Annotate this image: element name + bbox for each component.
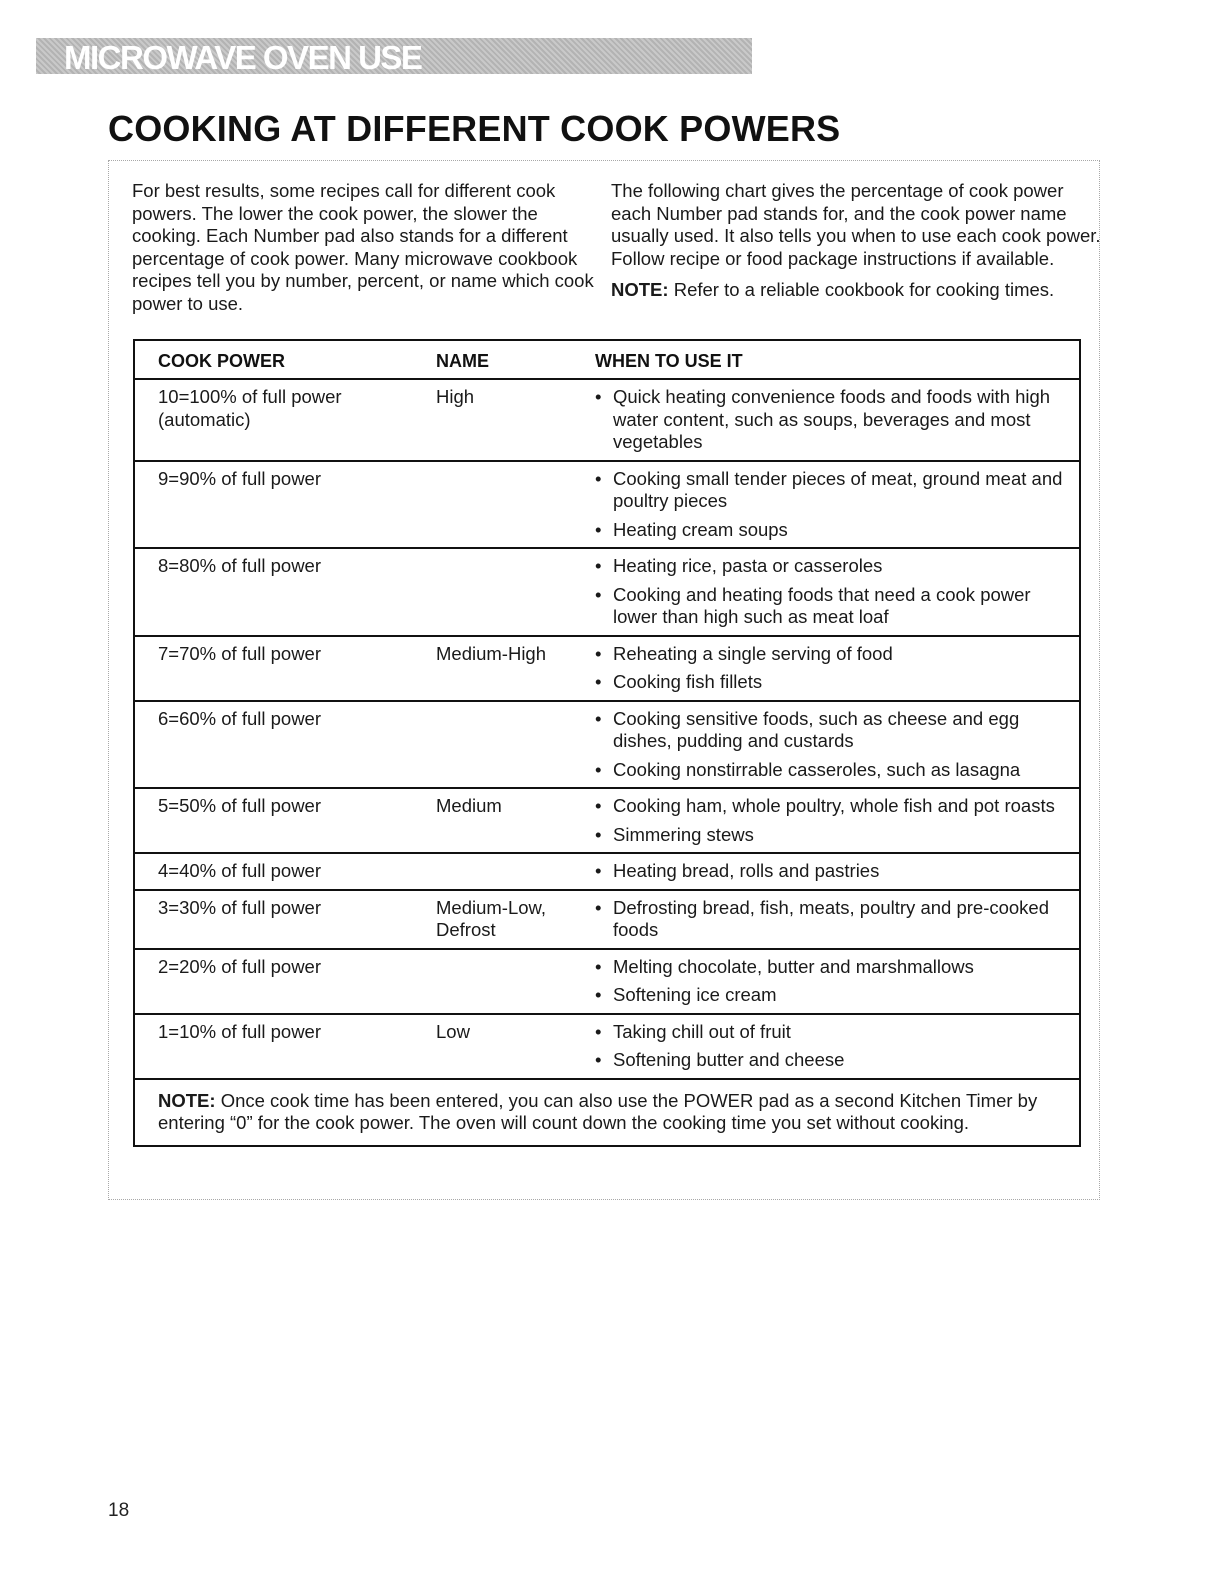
power-name-cell: [436, 853, 595, 890]
table-header-row: [134, 340, 1080, 379]
page-number: 18: [108, 1500, 130, 1521]
use-item: • Cooking fish fillets: [595, 671, 1069, 694]
intro-left-paragraph: For best results, some recipes call for different cook powers. The lower the cook power, the slower the cooking. Each Number pad also stands for a different percentage of cook power. Many microwave cookbook recipes tell you by number, percent, or name which cook power to use.: [132, 180, 594, 314]
table-row: [134, 788, 1080, 853]
when-to-use-cell: [595, 1014, 1080, 1079]
cook-power-table: [133, 339, 1081, 1147]
uses-list: [595, 708, 1069, 782]
power-name: Medium-Low,: [436, 896, 547, 918]
table-note: [134, 1079, 1080, 1146]
table-body: [134, 379, 1080, 1079]
uses-list: [595, 643, 1069, 694]
use-item: • Cooking ham, whole poultry, whole fish and pot roasts: [595, 795, 1069, 818]
cook-power-cell: [134, 548, 436, 636]
use-item: • Melting chocolate, butter and marshmallows: [595, 956, 1069, 979]
cook-power-value: 8=80% of full power: [158, 555, 322, 576]
when-to-use-cell: [595, 379, 1080, 461]
power-name-cell: [436, 636, 595, 701]
cook-power-cell: [134, 1014, 436, 1079]
cook-power-cell: [134, 636, 436, 701]
use-item: • Heating cream soups: [595, 519, 1069, 542]
use-item: • Cooking nonstirrable casseroles, such as lasagna: [595, 759, 1069, 782]
use-item: • Cooking sensitive foods, such as cheese and egg dishes, pudding and custards: [595, 708, 1069, 753]
table-row: [134, 890, 1080, 949]
when-to-use-cell: [595, 461, 1080, 549]
uses-list: [595, 956, 1069, 1007]
power-name-cell: [436, 701, 595, 789]
table-row: [134, 461, 1080, 549]
power-name-cell: [436, 788, 595, 853]
table-row: [134, 853, 1080, 890]
page-title: COOKING AT DIFFERENT COOK POWERS: [108, 108, 841, 149]
table-row: [134, 949, 1080, 1014]
power-name-cell: [436, 548, 595, 636]
use-item: • Quick heating convenience foods and foods with high water content, such as soups, beverages and most vegetables: [595, 386, 1069, 454]
cook-power-value: 7=70% of full power: [158, 642, 322, 664]
cook-power-cell: [134, 461, 436, 549]
when-to-use-cell: [595, 701, 1080, 789]
uses-list: [595, 860, 1069, 883]
power-name-cell: [436, 1014, 595, 1079]
when-to-use-cell: [595, 548, 1080, 636]
cook-power-cell: [134, 701, 436, 789]
power-name-cell: [436, 890, 595, 949]
cook-power-value: 6=60% of full power: [158, 707, 322, 729]
uses-list: [595, 468, 1069, 542]
cook-power-note: (automatic): [158, 408, 251, 430]
table-note-row: [134, 1079, 1080, 1146]
use-item: • Defrosting bread, fish, meats, poultry and pre-cooked foods: [595, 897, 1069, 942]
section-banner: [36, 38, 752, 74]
use-item: • Softening butter and cheese: [595, 1049, 1069, 1072]
when-to-use-cell: [595, 853, 1080, 890]
table-note-label: NOTE:: [158, 1089, 216, 1111]
intro-right-column: [611, 180, 1101, 302]
table-row: [134, 636, 1080, 701]
power-name: High: [436, 386, 475, 407]
use-item: • Reheating a single serving of food: [595, 643, 1069, 666]
cook-power-cell: [134, 853, 436, 890]
intro-note: [611, 279, 1101, 302]
when-to-use-cell: [595, 890, 1080, 949]
power-name-cell: [436, 379, 595, 461]
cook-power-value: 5=50% of full power: [158, 795, 322, 816]
header-when-to-use: WHEN TO USE IT: [595, 340, 1080, 379]
use-item: • Taking chill out of fruit: [595, 1021, 1069, 1044]
power-name-alt: Defrost: [436, 919, 496, 940]
table-row: [134, 1014, 1080, 1079]
table-row: [134, 379, 1080, 461]
power-name-cell: [436, 949, 595, 1014]
cook-power-value: 3=30% of full power: [158, 896, 322, 918]
when-to-use-cell: [595, 636, 1080, 701]
uses-list: [595, 386, 1069, 454]
power-name: Medium-High: [436, 642, 547, 664]
use-item: • Simmering stews: [595, 824, 1069, 847]
cook-power-cell: [134, 379, 436, 461]
cook-power-value: 4=40% of full power: [158, 860, 322, 881]
cook-power-cell: [134, 949, 436, 1014]
use-item: • Cooking and heating foods that need a cook power lower than high such as meat loaf: [595, 584, 1069, 629]
when-to-use-cell: [595, 788, 1080, 853]
table-note-text: Once cook time has been entered, you can also use the POWER pad as a second Kitchen Timer by entering “0” for the cook power. The oven will count down the cooking time you set without cooking.: [158, 1089, 1038, 1133]
use-item: • Heating rice, pasta or casseroles: [595, 555, 1069, 578]
cook-power-value: 2=20% of full power: [158, 955, 322, 977]
when-to-use-cell: [595, 949, 1080, 1014]
table-row: [134, 548, 1080, 636]
cook-power-value: 9=90% of full power: [158, 467, 322, 489]
cook-power-cell: [134, 788, 436, 853]
cook-power-cell: [134, 890, 436, 949]
header-cook-power: COOK POWER: [134, 340, 436, 379]
uses-list: [595, 795, 1069, 846]
use-item: • Softening ice cream: [595, 984, 1069, 1007]
power-name: Medium: [436, 795, 502, 816]
cook-power-value: 1=10% of full power: [158, 1020, 322, 1042]
table-row: [134, 701, 1080, 789]
intro-note-text: Refer to a reliable cookbook for cooking times.: [668, 279, 1055, 301]
cook-power-value: 10=100% of full power: [158, 386, 342, 407]
power-name: Low: [436, 1020, 470, 1042]
use-item: • Cooking small tender pieces of meat, ground meat and poultry pieces: [595, 468, 1069, 513]
uses-list: [595, 1021, 1069, 1072]
intro-note-label: NOTE:: [611, 279, 669, 301]
use-item: • Heating bread, rolls and pastries: [595, 860, 1069, 883]
intro-right-paragraph: The following chart gives the percentage of cook power each Number pad stands for, and the cook power name usually used. It also tells you when to use each cook power. Follow recipe or food package instructions if available.: [611, 180, 1101, 269]
uses-list: [595, 897, 1069, 942]
uses-list: [595, 555, 1069, 629]
section-banner-text: MICROWAVE OVEN USE: [64, 39, 422, 76]
power-name-cell: [436, 461, 595, 549]
header-name: NAME: [436, 340, 595, 379]
